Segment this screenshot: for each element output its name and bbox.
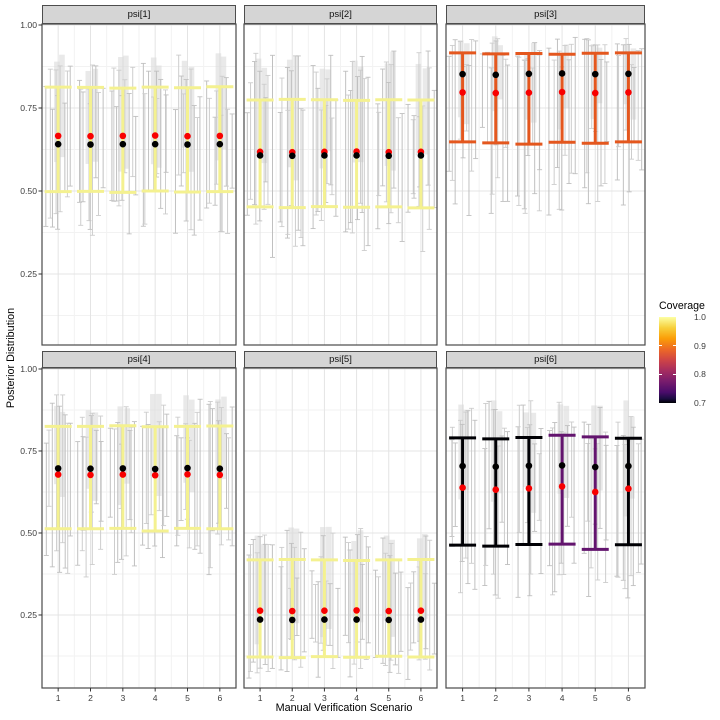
facet-strip-psi3 [446,5,645,24]
legend-label: 0.8 [694,369,706,380]
facet-strip-label: psi[5] [329,354,352,365]
black-estimate-point [55,141,62,148]
x-tick-label: 5 [592,693,598,703]
x-tick-label: 3 [322,693,327,703]
x-tick-label: 3 [526,693,532,703]
y-tick-label: 1.00 [20,363,37,374]
black-estimate-point [184,465,191,472]
facet-strip-label: psi[2] [329,9,352,20]
x-tick-label: 1 [55,693,61,703]
x-tick-label: 5 [185,693,190,703]
black-estimate-point [289,617,296,624]
legend-label: 0.9 [694,340,706,351]
y-tick-label: 1.00 [20,19,37,30]
red-estimate-point [289,608,296,615]
black-estimate-point [459,71,466,78]
legend-tick-0.8 [659,374,662,375]
x-tick-label: 1 [257,693,263,703]
red-estimate-point [592,90,599,97]
black-estimate-point [257,152,264,159]
black-estimate-point [87,465,94,472]
black-estimate-point [459,463,466,470]
facet-strip-psi4 [42,351,236,368]
red-estimate-point [459,89,466,96]
facet-panel-psi[4] [42,368,236,688]
red-estimate-point [87,133,94,140]
legend-tick-0.8 [673,374,676,375]
legend-gradient-bar [659,317,676,403]
x-tick-label: 2 [493,693,499,703]
black-estimate-point [257,616,264,623]
black-estimate-point [526,71,533,78]
x-tick-label: 2 [88,693,93,703]
facet-panel-psi[1] [42,24,236,345]
facet-strip-psi6 [446,351,645,368]
legend-tick-0.9 [673,345,676,346]
black-estimate-point [321,616,328,623]
y-tick-label: 0.25 [20,268,37,279]
red-estimate-point [353,607,360,614]
x-tick-label: 1 [460,693,465,703]
red-estimate-point [87,472,94,479]
facet-strip-label: psi[1] [127,9,151,20]
red-estimate-point [385,608,392,615]
red-estimate-point [217,472,224,479]
black-estimate-point [385,153,392,160]
facet-strip-psi2 [244,5,437,24]
red-estimate-point [152,132,159,139]
black-estimate-point [385,617,392,624]
black-estimate-point [559,70,566,77]
y-axis-title: Posterior Distribution [5,307,17,409]
y-tick-label: 0.75 [20,445,37,456]
red-estimate-point [625,89,632,96]
x-tick-label: 6 [217,693,223,703]
black-estimate-point [492,71,499,78]
black-estimate-point [526,462,533,469]
red-estimate-point [321,607,328,614]
red-estimate-point [592,489,599,496]
red-estimate-point [492,90,499,97]
facet-strip-psi1 [42,5,236,24]
black-estimate-point [592,464,599,471]
red-estimate-point [55,471,62,478]
black-estimate-point [55,465,62,472]
facet-panel-psi[5] [244,368,437,688]
x-tick-label: 2 [289,693,295,703]
red-estimate-point [418,607,425,614]
black-estimate-point [353,152,360,159]
red-estimate-point [217,133,224,140]
red-estimate-point [152,472,159,479]
red-estimate-point [625,485,632,492]
x-tick-label: 3 [120,693,126,703]
facet-strip-label: psi[6] [534,354,557,365]
black-estimate-point [625,71,632,78]
y-tick-label: 0.50 [20,185,37,196]
facet-strip-label: psi[3] [534,9,557,20]
red-estimate-point [120,471,127,478]
legend-label: 1.0 [694,312,706,322]
legend-tick-0.9 [659,345,662,346]
black-estimate-point [418,616,425,623]
red-estimate-point [55,133,62,140]
red-estimate-point [184,133,191,140]
black-estimate-point [87,141,94,148]
black-estimate-point [184,141,191,148]
red-estimate-point [459,484,466,491]
legend-coverage [657,300,719,422]
x-tick-label: 5 [386,693,392,703]
red-estimate-point [559,483,566,490]
red-estimate-point [257,607,264,614]
x-tick-label: 6 [626,693,631,703]
red-estimate-point [184,471,191,478]
facet-panel-psi[6] [446,368,645,688]
black-estimate-point [120,141,127,148]
black-estimate-point [217,141,224,148]
x-tick-label: 4 [354,693,359,703]
facet-strip-psi5 [244,351,437,368]
black-estimate-point [152,466,159,473]
legend-title: Coverage [659,300,705,312]
legend-label: 0.7 [694,398,706,408]
facet-panel-psi[3] [446,24,645,345]
black-estimate-point [289,153,296,160]
red-estimate-point [526,485,533,492]
x-tick-label: 4 [152,693,158,703]
black-estimate-point [217,465,224,472]
black-estimate-point [321,152,328,159]
y-tick-label: 0.50 [20,527,37,538]
facet-strip-label: psi[4] [127,354,151,365]
red-estimate-point [526,89,533,96]
black-estimate-point [625,463,632,470]
y-tick-label: 0.25 [20,609,37,620]
black-estimate-point [353,616,360,623]
y-tick-label: 0.75 [20,102,37,113]
red-estimate-point [559,89,566,96]
x-axis-title: Manual Verification Scenario [275,702,413,714]
black-estimate-point [492,463,499,470]
black-estimate-point [418,152,425,159]
black-estimate-point [152,141,159,148]
x-tick-label: 6 [418,693,424,703]
black-estimate-point [592,71,599,78]
black-estimate-point [120,465,127,472]
red-estimate-point [120,133,127,140]
facet-panel-psi[2] [244,24,437,345]
red-estimate-point [492,486,499,493]
x-tick-label: 4 [559,693,565,703]
black-estimate-point [559,462,566,469]
